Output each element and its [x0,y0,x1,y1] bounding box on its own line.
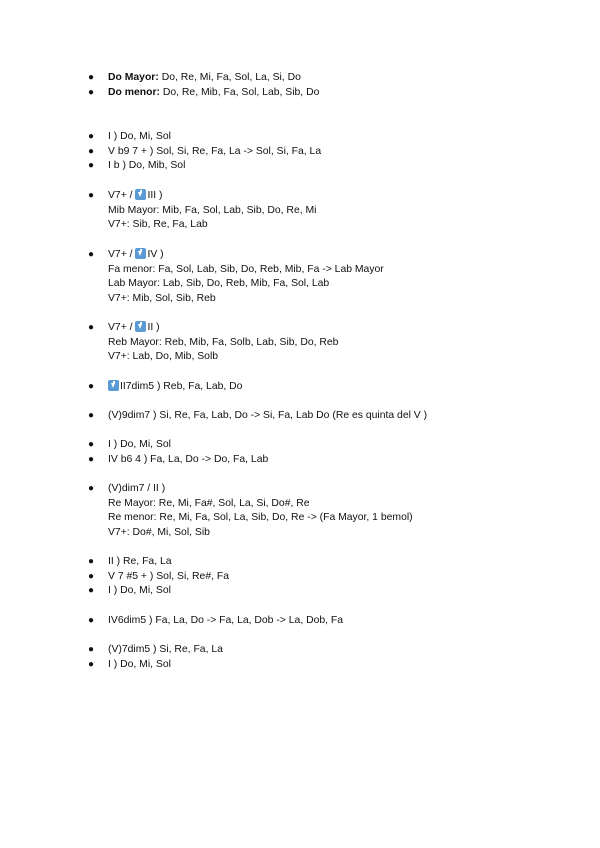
bullet: ● [88,615,95,626]
bullet: ● [88,160,95,172]
detail-line: Reb Mayor: Reb, Mib, Fa, Solb, Lab, Sib, Do, Reb [108,336,339,348]
item-text: I ) Do, Mi, Sol [108,131,171,142]
bullet: ● [88,322,95,333]
bullet: ● [88,249,95,260]
list-item [0,145,600,160]
bullet: ● [88,644,95,655]
item-text: I b ) Do, Mib, Sol [108,160,186,172]
list-item [0,658,600,673]
scale-name: Do Mayor: [108,72,159,83]
list-item [0,71,600,86]
item-text: IV6dim5 ) Fa, La, Do -> Fa, La, Dob -> La, Dob, Fa [108,615,344,626]
item-text: (V)7dim5 ) Si, Re, Fa, La [108,644,223,655]
chord-list [0,409,600,424]
detail-line: V7+: Lab, Do, Mib, Solb [108,351,219,363]
list-item: ● V7+ / III ) [0,189,600,204]
bullet: ● [88,145,95,157]
list-item [0,86,600,101]
chord-group [0,248,600,307]
item-text: I ) Do, Mi, Sol [108,439,171,450]
chord-group [0,321,600,365]
item-text: I ) Do, Mi, Sol [108,658,171,670]
list-item: ● V7+ / IV ) [0,248,600,263]
list-item [0,643,600,658]
scales-list [0,71,600,100]
detail-line: V7+: Sib, Re, Fa, Lab [108,219,208,231]
bullet: ● [88,585,95,597]
bullet: ● [88,439,95,450]
scale-name: Do menor: [108,86,160,98]
chord-group [0,189,600,233]
list-item [0,159,600,174]
list-item [0,614,600,629]
bullet: ● [88,453,95,465]
list-item: ● V7+ / II ) [0,321,600,336]
detail-line: Re Mayor: Re, Mi, Fa#, Sol, La, Si, Do#, Re [108,497,310,509]
list-item: ● (V)dim7 / II ) [0,482,600,497]
item-text: I ) Do, Mi, Sol [108,585,171,597]
bullet: ● [88,72,95,83]
list-item [0,570,600,585]
chord-list [0,555,600,599]
bullet: ● [88,86,95,98]
detail-line: Mib Mayor: Mib, Fa, Sol, Lab, Sib, Do, Re, Mi [108,204,317,216]
bullet: ● [88,483,95,494]
chord-group [0,482,600,541]
chord-list [0,438,600,467]
bullet: ● [88,381,95,392]
item-text: II ) Re, Fa, La [108,556,172,567]
scale-notes: Do, Re, Mi, Fa, Sol, La, Si, Do [158,72,301,83]
bullet: ● [88,131,95,142]
list-item [0,584,600,599]
list-item [0,409,600,424]
list-item [0,555,600,570]
down-arrow-icon [135,248,146,259]
chord-list [0,130,600,174]
detail-line: V7+: Do#, Mi, Sol, Sib [108,527,210,539]
list-item [0,130,600,145]
scale-notes: Do, Re, Mib, Fa, Sol, Lab, Sib, Do [159,86,320,98]
down-arrow-icon [135,321,146,332]
down-arrow-icon [135,189,146,200]
item-text: IV b6 4 ) Fa, La, Do -> Do, Fa, Lab [108,453,269,465]
item-text: V b9 7 + ) Sol, Si, Re, Fa, La -> Sol, Si, Fa, La [108,145,322,157]
bullet: ● [88,570,95,582]
item-text: (V)9dim7 ) Si, Re, Fa, Lab, Do -> Si, Fa, Lab Do (Re es quinta del V ) [108,410,428,421]
detail-line: Fa menor: Fa, Sol, Lab, Sib, Do, Reb, Mib, Fa -> Lab Mayor [108,263,384,275]
chord-list [0,614,600,629]
detail-line: Lab Mayor: Lab, Sib, Do, Reb, Mib, Fa, Sol, Lab [108,278,330,290]
bullet: ● [88,556,95,567]
list-item [0,438,600,453]
down-arrow-icon [108,380,119,391]
chord-list [0,380,600,395]
chord-list [0,643,600,672]
bullet: ● [88,410,95,421]
item-text: V 7 #5 + ) Sol, Si, Re#, Fa [108,570,229,582]
bullet: ● [88,658,95,670]
detail-line: V7+: Mib, Sol, Sib, Reb [108,293,216,305]
list-item: ● II7dim5 ) Reb, Fa, Lab, Do [0,380,600,395]
detail-line: Re menor: Re, Mi, Fa, Sol, La, Sib, Do, Re -> (Fa Mayor, 1 bemol) [108,512,413,524]
list-item [0,453,600,468]
bullet: ● [88,190,95,201]
